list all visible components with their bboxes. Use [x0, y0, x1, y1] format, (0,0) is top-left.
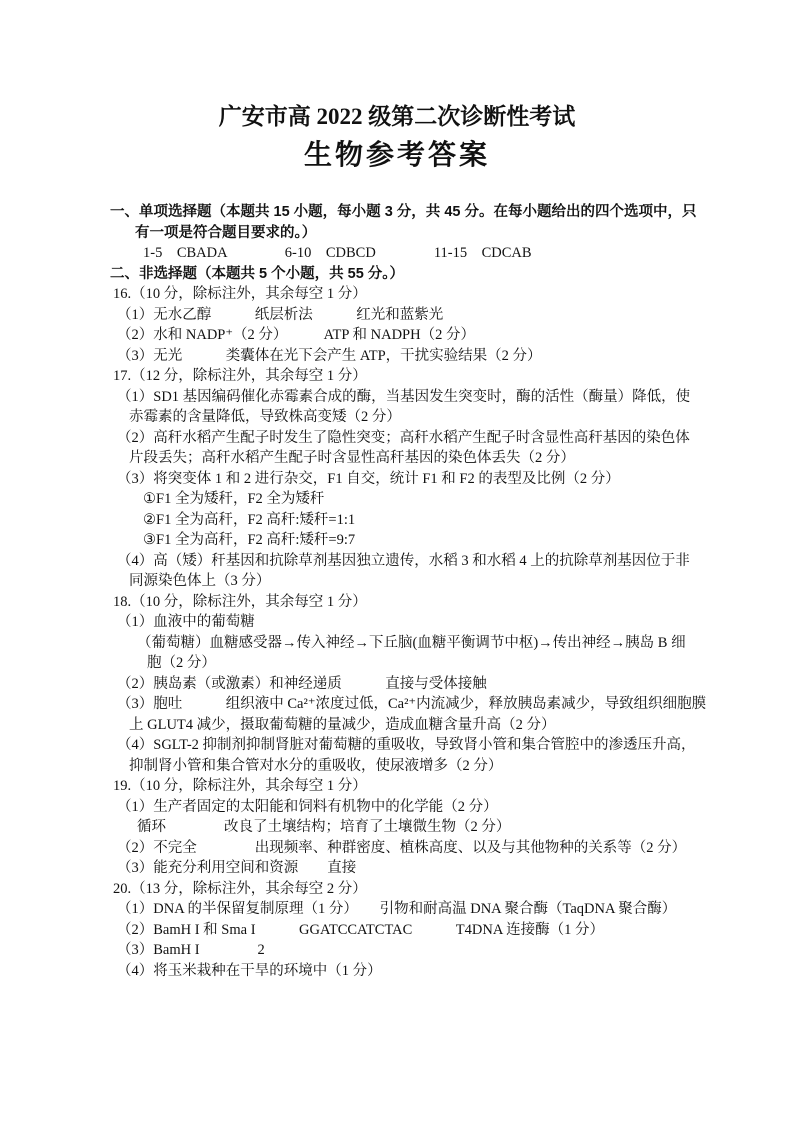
q18-answer1-line2: （葡萄糖）血糖感受器→传入神经→下丘脑(血糖平衡调节中枢)→传出神经→胰岛 B 细 — [137, 634, 686, 651]
q17-answer3-option3: ③F1 全为高秆，F2 高秆:矮秆=9:7 — [143, 532, 356, 548]
q17-answer3: （3）将突变体 1 和 2 进行杂交，F1 自交，统计 F1 和 F2 的表型及比例（2 分） — [117, 470, 620, 487]
q18-answer4-line1: （4）SGLT-2 抑制剂抑制肾脏对葡萄糖的重吸收，导致肾小管和集合管腔中的渗透压升高， — [117, 737, 696, 753]
q17-answer4-line2: 同源染色体上（3 分） — [129, 573, 271, 589]
q20-header: 20.（13 分，除标注外，其余每空 2 分） — [113, 880, 367, 897]
q16-answer1: （1）无水乙醇 纸层析法 红光和蓝紫光 — [117, 306, 444, 323]
answer-document-body — [110, 202, 707, 981]
q17-answer3-option2: ②F1 全为高秆，F2 高秆:矮秆=1:1 — [143, 511, 356, 528]
q16-answer3: （3）无光 类囊体在光下会产生 ATP，干扰实验结果（2 分） — [117, 347, 542, 364]
q19-answer1-line1: （1）生产者固定的太阳能和饲料有机物中的化学能（2 分） — [117, 798, 498, 815]
q20-answer3: （3）BamH I 2 — [117, 942, 265, 958]
q16-answer2: （2）水和 NADP⁺（2 分） ATP 和 NADPH（2 分） — [117, 327, 475, 343]
q17-answer2-line2: 片段丢失；高秆水稻产生配子时含显性高秆基因的染色体丢失（2 分） — [129, 450, 575, 466]
q19-header: 19.（10 分，除标注外，其余每空 1 分） — [113, 778, 367, 794]
q17-answer3-option1: ①F1 全为矮秆，F2 全为矮秆 — [143, 491, 325, 507]
q16-header: 16.（10 分，除标注外，其余每空 1 分） — [113, 286, 367, 302]
section1-header-line1: 一、单项选择题（本题共 15 小题，每小题 3 分，共 45 分。在每小题给出的四个选项中，只 — [110, 204, 697, 220]
q17-answer4-line1: （4）高（矮）秆基因和抗除草剂基因独立遗传，水稻 3 和水稻 4 上的抗除草剂基因位于非 — [117, 552, 690, 569]
section1-header-line2: 有一项是符合题目要求的。） — [135, 224, 317, 241]
q18-answer3-line1: （3）胞吐 组织液中 Ca²⁺浓度过低，Ca²⁺内流减少，释放胰岛素减少，导致组织细胞膜 — [117, 696, 707, 712]
exam-subtitle: 生物参考答案 — [303, 139, 490, 170]
q19-answer2: （2）不完全 出现频率、种群密度、植株高度、以及与其他物种的关系等（2 分） — [117, 839, 687, 856]
q17-answer2-line1: （2）高秆水稻产生配子时发生了隐性突变；高秆水稻产生配子时含显性高秆基因的染色体 — [117, 429, 690, 446]
multiple-choice-answers: 1-5 CBADA 6-10 CDBCD 11-15 CDCAB — [143, 245, 532, 261]
q19-answer1-line2: 循环 改良了土壤结构；培育了土壤微生物（2 分） — [137, 819, 511, 835]
q18-answer1-line3: 胞（2 分） — [147, 655, 216, 671]
section2-header: 二、非选择题（本题共 5 个小题，共 55 分。） — [110, 265, 405, 282]
q18-header: 18.（10 分，除标注外，其余每空 1 分） — [113, 593, 367, 610]
q20-answer2: （2）BamH I 和 Sma I GGATCCATCTAC T4DNA 连接酶（1 分） — [117, 921, 605, 938]
q20-answer1: （1）DNA 的半保留复制原理（1 分） 引物和耐高温 DNA 聚合酶（TaqDNA 聚合酶） — [117, 901, 677, 917]
q17-answer1-line1: （1）SD1 基因编码催化赤霉素合成的酶，当基因发生突变时，酶的活性（酶量）降低，使 — [117, 388, 691, 405]
exam-title: 广安市高 2022 级第二次诊断性考试 — [218, 104, 576, 129]
q18-answer1-line1: （1）血液中的葡萄糖 — [117, 614, 255, 630]
q18-answer2: （2）胰岛素（或激素）和神经递质 直接与受体接触 — [117, 675, 487, 692]
q19-answer3: （3）能充分利用空间和资源 直接 — [117, 860, 357, 876]
q18-answer3-line2: 上 GLUT4 减少，摄取葡萄糖的量减少，造成血糖含量升高（2 分） — [129, 716, 556, 733]
q17-header: 17.（12 分，除标注外，其余每空 1 分） — [113, 368, 367, 384]
q18-answer4-line2: 抑制肾小管和集合管对水分的重吸收，使尿液增多（2 分） — [129, 757, 503, 774]
q17-answer1-line2: 赤霉素的含量降低，导致株高变矮（2 分） — [129, 409, 401, 425]
q20-answer4: （4）将玉米栽种在干旱的环境中（1 分） — [117, 962, 382, 979]
